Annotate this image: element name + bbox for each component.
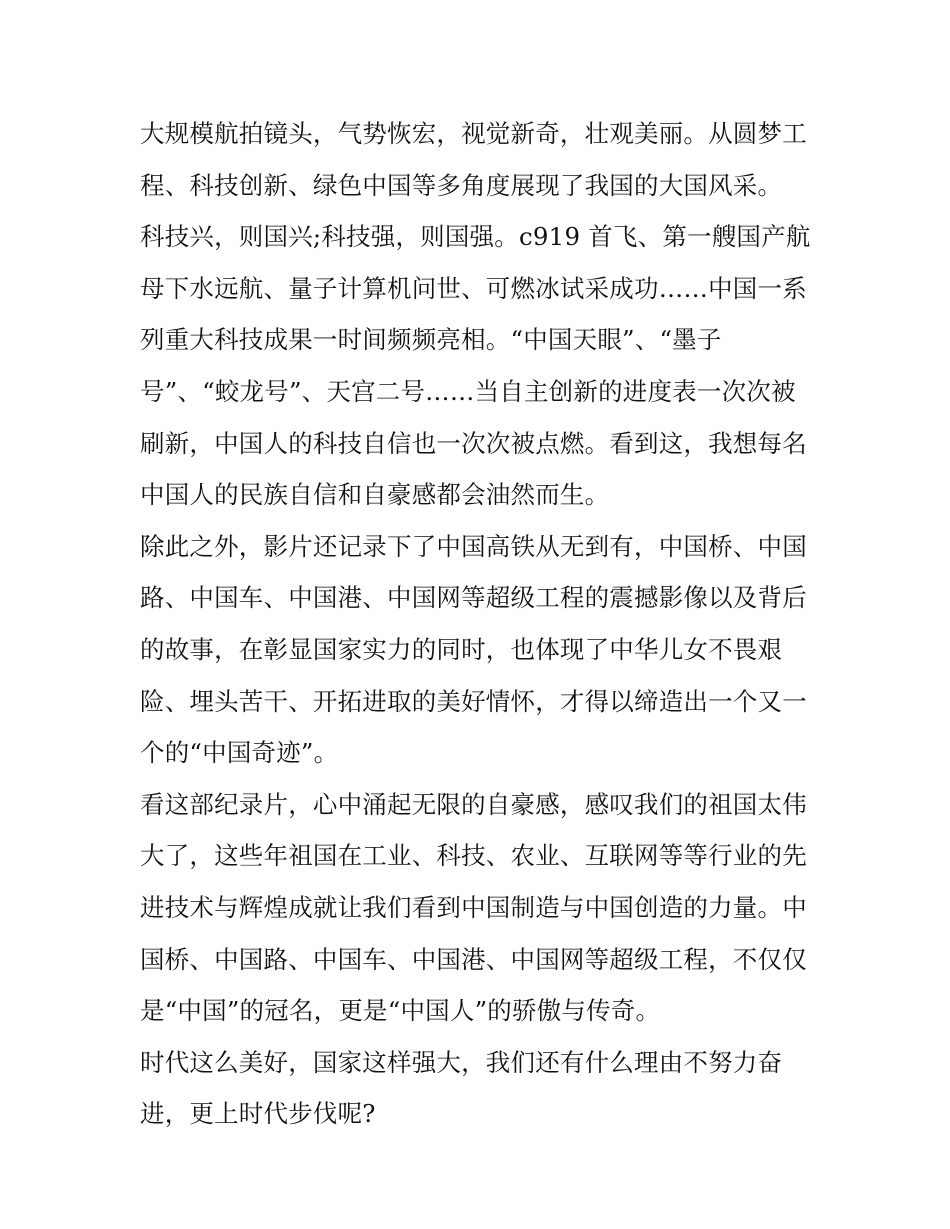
text-line: 除此之外，影片还记录下了中国高铁从无到有，中国桥、中国 bbox=[140, 531, 807, 561]
text-line: 险、埋头苦干、开拓进取的美好情怀，才得以缔造出一个又一 bbox=[140, 686, 807, 716]
paragraph-3 bbox=[140, 521, 820, 779]
paragraph-4 bbox=[140, 779, 820, 1037]
text-line: 时代这么美好，国家这样强大，我们还有什么理由不努力奋 bbox=[140, 1047, 783, 1077]
text-line: 大规模航拍镜头，气势恢宏，视觉新奇，壮观美丽。从圆梦工 bbox=[140, 119, 807, 148]
text-line: 国桥、中国路、中国车、中国港、中国网等超级工程，不仅仅 bbox=[140, 944, 807, 974]
text-line: 看这部纪录片，心中涌起无限的自豪感，感叹我们的祖国太伟 bbox=[140, 789, 807, 819]
paragraph-2 bbox=[140, 211, 820, 521]
text-line: 路、中国车、中国港、中国网等超级工程的震撼影像以及背后 bbox=[140, 583, 807, 613]
text-line: 大了，这些年祖国在工业、科技、农业、互联网等等行业的先 bbox=[140, 841, 807, 871]
text-line: 进技术与辉煌成就让我们看到中国制造与中国创造的力量。中 bbox=[140, 892, 807, 922]
text-line: 中国人的民族自信和自豪感都会油然而生。 bbox=[140, 480, 610, 510]
text-line: 科技兴，则国兴;科技强，则国强。c919 首飞、第一艘国产航 bbox=[140, 222, 811, 252]
text-line: 个的“中国奇迹”。 bbox=[140, 738, 339, 768]
text-line: 的故事，在彰显国家实力的同时，也体现了中华儿女不畏艰 bbox=[140, 634, 783, 664]
text-line: 列重大科技成果一时间频频亮相。“中国天眼”、“墨子 bbox=[140, 325, 722, 355]
paragraph-5 bbox=[140, 1037, 820, 1140]
paragraph-1 bbox=[140, 108, 820, 211]
text-line: 母下水远航、量子计算机问世、可燃冰试采成功……中国一系 bbox=[140, 273, 807, 303]
text-line: 进，更上时代步伐呢? bbox=[140, 1099, 376, 1129]
document-body bbox=[140, 108, 820, 1140]
text-line: 号”、“蛟龙号”、天宫二号……当自主创新的进度表一次次被 bbox=[140, 376, 796, 406]
text-line: 程、科技创新、绿色中国等多角度展现了我国的大国风采。 bbox=[140, 170, 783, 200]
text-line: 刷新，中国人的科技自信也一次次被点燃。看到这，我想每名 bbox=[140, 428, 807, 458]
text-line: 是“中国”的冠名，更是“中国人”的骄傲与传奇。 bbox=[140, 996, 661, 1026]
